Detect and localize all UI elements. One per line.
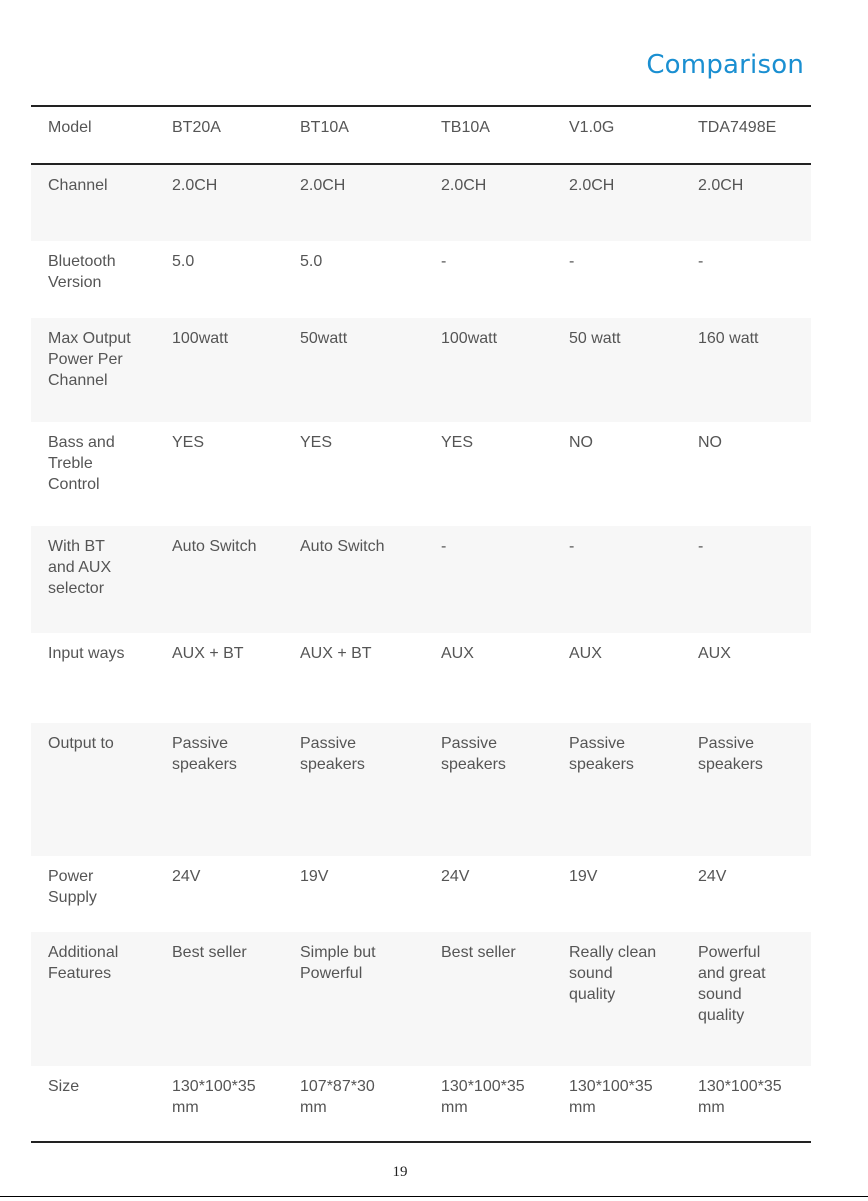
table-cell: Auto Switch <box>172 538 257 555</box>
row-label: Power Supply <box>48 868 97 906</box>
table-cell: - <box>698 253 704 270</box>
table-row <box>31 1066 811 1141</box>
table-cell: 130*100*35 mm <box>441 1078 525 1116</box>
row-label: Additional Features <box>48 944 119 982</box>
row-label: Bluetooth Version <box>48 253 116 291</box>
table-cell: AUX <box>441 645 474 662</box>
table-row <box>31 723 811 856</box>
header-cell: BT10A <box>300 119 349 136</box>
table-row <box>31 856 811 932</box>
table-row <box>31 932 811 1066</box>
table-cell: 100watt <box>441 330 498 347</box>
header-cell: TB10A <box>441 119 490 136</box>
table-cell: - <box>441 538 447 555</box>
header-cell: V1.0G <box>569 119 615 136</box>
table-cell: Really clean sound quality <box>569 944 657 1003</box>
footer-divider <box>0 1196 868 1197</box>
table-cell: 160 watt <box>698 330 759 347</box>
table-cell: AUX + BT <box>172 645 244 662</box>
row-label: Bass and Treble Control <box>48 434 115 493</box>
table-row <box>31 318 811 422</box>
table-cell: Auto Switch <box>300 538 385 555</box>
table-row <box>31 241 811 318</box>
table-cell: - <box>698 538 704 555</box>
table-cell: - <box>569 253 575 270</box>
row-label: Max Output Power Per Channel <box>48 330 131 389</box>
table-cell: AUX <box>698 645 731 662</box>
table-cell: Passive speakers <box>300 735 365 773</box>
table-cell: 5.0 <box>172 253 195 270</box>
page-title: Comparison <box>646 50 804 80</box>
header-cell: BT20A <box>172 119 221 136</box>
table-cell: Passive speakers <box>698 735 763 773</box>
row-label: Channel <box>48 177 108 194</box>
table-row <box>31 165 811 241</box>
table-cell: 2.0CH <box>441 177 487 194</box>
table-cell: 50 watt <box>569 330 621 347</box>
table-cell: Best seller <box>441 944 516 961</box>
table-cell: 2.0CH <box>172 177 218 194</box>
row-label: Output to <box>48 735 114 752</box>
table-cell: 19V <box>300 868 329 885</box>
table-cell: 100watt <box>172 330 229 347</box>
table-cell: 24V <box>698 868 727 885</box>
table-cell: YES <box>300 434 333 451</box>
table-cell: Passive speakers <box>441 735 506 773</box>
table-cell: 2.0CH <box>569 177 615 194</box>
header-cell: TDA7498E <box>698 119 777 136</box>
table-cell: 2.0CH <box>300 177 346 194</box>
table-header-row <box>31 107 811 163</box>
table-cell: Simple but Powerful <box>300 944 376 982</box>
table-cell: 130*100*35 mm <box>698 1078 782 1116</box>
table-bottom-rule <box>31 1141 811 1143</box>
table-cell: 2.0CH <box>698 177 744 194</box>
table-cell: 24V <box>441 868 470 885</box>
table-cell: - <box>441 253 447 270</box>
table-cell: NO <box>569 434 593 451</box>
table-cell: 19V <box>569 868 598 885</box>
table-cell: Best seller <box>172 944 247 961</box>
table-cell: - <box>569 538 575 555</box>
table-cell: NO <box>698 434 722 451</box>
table-cell: 130*100*35 mm <box>569 1078 653 1116</box>
header-cell: Model <box>48 119 92 136</box>
table-cell: AUX <box>569 645 602 662</box>
table-cell: 107*87*30 mm <box>300 1078 375 1116</box>
table-cell: YES <box>441 434 474 451</box>
row-label: With BT and AUX selector <box>48 538 112 597</box>
table-cell: 50watt <box>300 330 348 347</box>
page-number: 19 <box>392 1164 408 1180</box>
table-cell: YES <box>172 434 205 451</box>
table-row <box>31 422 811 526</box>
table-cell: 5.0 <box>300 253 323 270</box>
row-label: Size <box>48 1078 80 1095</box>
table-cell: 130*100*35 mm <box>172 1078 256 1116</box>
table-cell: Passive speakers <box>172 735 237 773</box>
table-cell: 24V <box>172 868 201 885</box>
row-label: Input ways <box>48 645 125 662</box>
table-cell: Passive speakers <box>569 735 634 773</box>
table-row <box>31 633 811 723</box>
table-cell: AUX + BT <box>300 645 372 662</box>
table-row <box>31 526 811 633</box>
table-cell: Powerful and great sound quality <box>698 944 766 1024</box>
